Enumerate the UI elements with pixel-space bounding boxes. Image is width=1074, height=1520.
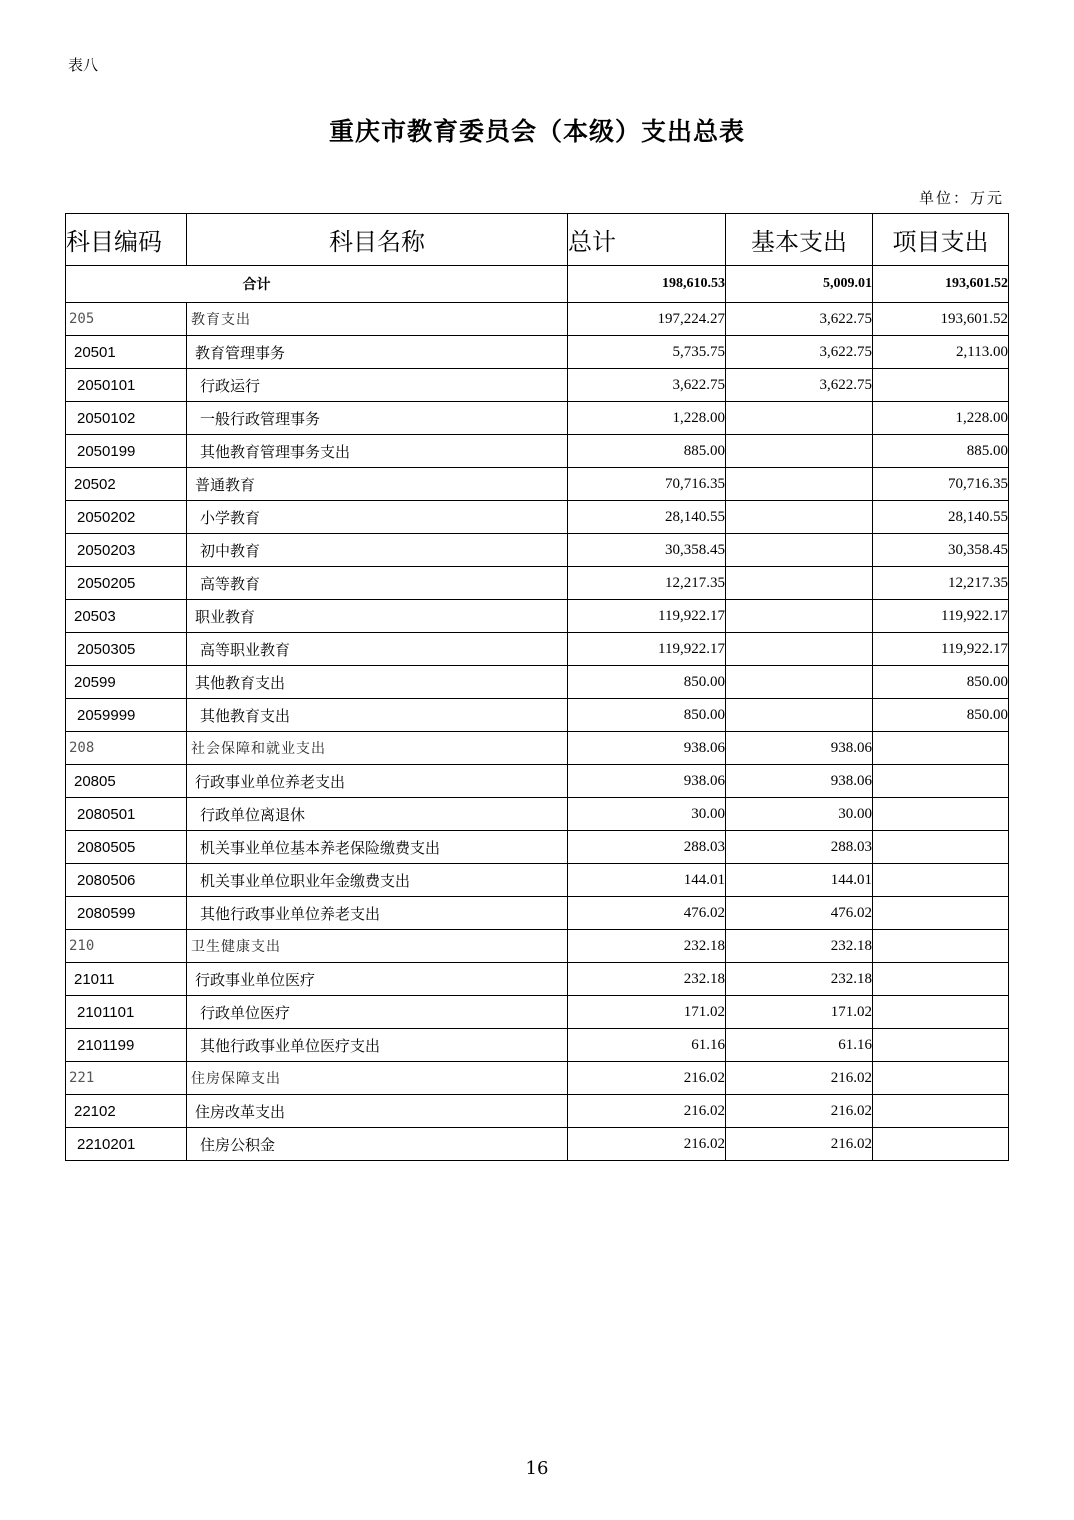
row-basic: 232.18 — [726, 963, 873, 996]
row-code: 20501 — [66, 336, 187, 369]
row-basic — [726, 699, 873, 732]
summary-label: 合计 — [66, 266, 568, 303]
row-project — [873, 963, 1009, 996]
row-basic — [726, 534, 873, 567]
row-basic — [726, 402, 873, 435]
table-row — [66, 996, 1009, 1029]
row-project: 28,140.55 — [873, 501, 1009, 534]
row-total: 1,228.00 — [568, 402, 726, 435]
row-total: 144.01 — [568, 864, 726, 897]
table-row — [66, 897, 1009, 930]
row-name: 机关事业单位基本养老保险缴费支出 — [187, 831, 568, 864]
row-total: 30,358.45 — [568, 534, 726, 567]
summary-project: 193,601.52 — [873, 266, 1009, 303]
table-row — [66, 831, 1009, 864]
row-basic: 938.06 — [726, 765, 873, 798]
row-basic — [726, 567, 873, 600]
row-project — [873, 732, 1009, 765]
table-row — [66, 567, 1009, 600]
row-code: 2050202 — [66, 501, 187, 534]
row-total: 61.16 — [568, 1029, 726, 1062]
table-row — [66, 732, 1009, 765]
row-total: 885.00 — [568, 435, 726, 468]
table-row — [66, 1062, 1009, 1095]
row-project: 12,217.35 — [873, 567, 1009, 600]
row-code: 2080506 — [66, 864, 187, 897]
row-basic — [726, 435, 873, 468]
row-code: 221 — [66, 1062, 187, 1095]
row-basic — [726, 633, 873, 666]
summary-basic: 5,009.01 — [726, 266, 873, 303]
row-total: 28,140.55 — [568, 501, 726, 534]
row-project — [873, 1095, 1009, 1128]
row-name: 卫生健康支出 — [187, 930, 568, 963]
table-row — [66, 633, 1009, 666]
table-row — [66, 1095, 1009, 1128]
row-total: 850.00 — [568, 666, 726, 699]
row-name: 其他教育管理事务支出 — [187, 435, 568, 468]
row-total: 197,224.27 — [568, 303, 726, 336]
row-name: 小学教育 — [187, 501, 568, 534]
row-project — [873, 1029, 1009, 1062]
table-row — [66, 1029, 1009, 1062]
table-row — [66, 798, 1009, 831]
row-project — [873, 831, 1009, 864]
row-name: 行政运行 — [187, 369, 568, 402]
row-code: 20805 — [66, 765, 187, 798]
header-total: 总计 — [568, 214, 726, 266]
row-name: 教育支出 — [187, 303, 568, 336]
row-total: 938.06 — [568, 732, 726, 765]
row-project — [873, 996, 1009, 1029]
row-total: 216.02 — [568, 1062, 726, 1095]
table-row — [66, 402, 1009, 435]
header-code: 科目编码 — [66, 214, 187, 266]
row-name: 住房保障支出 — [187, 1062, 568, 1095]
summary-total: 198,610.53 — [568, 266, 726, 303]
row-name: 高等职业教育 — [187, 633, 568, 666]
unit-label: 单位：万元 — [918, 189, 1004, 207]
table-row — [66, 303, 1009, 336]
row-basic: 216.02 — [726, 1062, 873, 1095]
row-code: 2101199 — [66, 1029, 187, 1062]
row-basic: 938.06 — [726, 732, 873, 765]
row-total: 850.00 — [568, 699, 726, 732]
row-project: 119,922.17 — [873, 600, 1009, 633]
row-code: 210 — [66, 930, 187, 963]
row-project — [873, 1062, 1009, 1095]
row-total: 12,217.35 — [568, 567, 726, 600]
row-code: 2080501 — [66, 798, 187, 831]
row-project — [873, 765, 1009, 798]
summary-row — [66, 266, 1009, 303]
row-code: 20503 — [66, 600, 187, 633]
table-row — [66, 864, 1009, 897]
row-project: 1,228.00 — [873, 402, 1009, 435]
row-name: 其他行政事业单位养老支出 — [187, 897, 568, 930]
row-basic: 3,622.75 — [726, 303, 873, 336]
row-name: 住房公积金 — [187, 1128, 568, 1161]
row-basic: 144.01 — [726, 864, 873, 897]
row-code: 2101101 — [66, 996, 187, 1029]
row-basic: 61.16 — [726, 1029, 873, 1062]
row-basic — [726, 600, 873, 633]
table-row — [66, 336, 1009, 369]
table-header-row — [66, 214, 1009, 266]
row-total: 171.02 — [568, 996, 726, 1029]
row-basic: 3,622.75 — [726, 336, 873, 369]
row-total: 232.18 — [568, 930, 726, 963]
row-name: 其他教育支出 — [187, 666, 568, 699]
row-basic: 216.02 — [726, 1128, 873, 1161]
header-project: 项目支出 — [873, 214, 1009, 266]
table-row — [66, 930, 1009, 963]
row-project: 30,358.45 — [873, 534, 1009, 567]
row-basic — [726, 666, 873, 699]
header-basic: 基本支出 — [726, 214, 873, 266]
table-row — [66, 369, 1009, 402]
row-total: 232.18 — [568, 963, 726, 996]
row-name: 机关事业单位职业年金缴费支出 — [187, 864, 568, 897]
row-project: 885.00 — [873, 435, 1009, 468]
row-project: 70,716.35 — [873, 468, 1009, 501]
row-basic — [726, 501, 873, 534]
row-code: 2050102 — [66, 402, 187, 435]
row-code: 2050203 — [66, 534, 187, 567]
row-project: 119,922.17 — [873, 633, 1009, 666]
table-row — [66, 963, 1009, 996]
row-code: 2210201 — [66, 1128, 187, 1161]
row-code: 22102 — [66, 1095, 187, 1128]
row-basic: 288.03 — [726, 831, 873, 864]
row-code: 20502 — [66, 468, 187, 501]
row-project — [873, 798, 1009, 831]
table-row — [66, 600, 1009, 633]
expenditure-table — [65, 213, 1009, 1161]
row-basic: 171.02 — [726, 996, 873, 1029]
page-title: 重庆市教育委员会（本级）支出总表 — [328, 117, 745, 146]
row-code: 208 — [66, 732, 187, 765]
row-project — [873, 897, 1009, 930]
table-row — [66, 534, 1009, 567]
row-code: 2050199 — [66, 435, 187, 468]
table-row — [66, 699, 1009, 732]
row-total: 119,922.17 — [568, 600, 726, 633]
row-name: 一般行政管理事务 — [187, 402, 568, 435]
row-basic: 3,622.75 — [726, 369, 873, 402]
row-total: 70,716.35 — [568, 468, 726, 501]
header-name: 科目名称 — [187, 214, 568, 266]
row-total: 119,922.17 — [568, 633, 726, 666]
row-code: 205 — [66, 303, 187, 336]
table-row — [66, 666, 1009, 699]
row-name: 社会保障和就业支出 — [187, 732, 568, 765]
row-name: 初中教育 — [187, 534, 568, 567]
row-basic: 476.02 — [726, 897, 873, 930]
row-name: 住房改革支出 — [187, 1095, 568, 1128]
row-name: 教育管理事务 — [187, 336, 568, 369]
table-row — [66, 501, 1009, 534]
row-total: 5,735.75 — [568, 336, 726, 369]
row-project — [873, 930, 1009, 963]
row-basic: 30.00 — [726, 798, 873, 831]
row-name: 职业教育 — [187, 600, 568, 633]
row-name: 其他行政事业单位医疗支出 — [187, 1029, 568, 1062]
table-row — [66, 1128, 1009, 1161]
row-code: 21011 — [66, 963, 187, 996]
row-project — [873, 1128, 1009, 1161]
row-code: 2059999 — [66, 699, 187, 732]
row-code: 20599 — [66, 666, 187, 699]
row-basic: 232.18 — [726, 930, 873, 963]
table-row — [66, 468, 1009, 501]
row-total: 288.03 — [568, 831, 726, 864]
row-code: 2050101 — [66, 369, 187, 402]
row-project: 193,601.52 — [873, 303, 1009, 336]
row-name: 行政单位离退休 — [187, 798, 568, 831]
row-name: 高等教育 — [187, 567, 568, 600]
row-project: 850.00 — [873, 666, 1009, 699]
row-name: 普通教育 — [187, 468, 568, 501]
row-code: 2050305 — [66, 633, 187, 666]
row-project: 850.00 — [873, 699, 1009, 732]
row-total: 216.02 — [568, 1128, 726, 1161]
row-name: 其他教育支出 — [187, 699, 568, 732]
row-name: 行政单位医疗 — [187, 996, 568, 1029]
row-code: 2080505 — [66, 831, 187, 864]
row-total: 476.02 — [568, 897, 726, 930]
page-number: 16 — [525, 1458, 549, 1479]
row-basic: 216.02 — [726, 1095, 873, 1128]
row-total: 938.06 — [568, 765, 726, 798]
row-name: 行政事业单位养老支出 — [187, 765, 568, 798]
row-total: 3,622.75 — [568, 369, 726, 402]
table-row — [66, 765, 1009, 798]
row-project: 2,113.00 — [873, 336, 1009, 369]
table-body — [66, 266, 1009, 1161]
row-project — [873, 369, 1009, 402]
row-total: 216.02 — [568, 1095, 726, 1128]
row-project — [873, 864, 1009, 897]
row-code: 2050205 — [66, 567, 187, 600]
table-label: 表八 — [68, 56, 99, 74]
table-row — [66, 435, 1009, 468]
row-basic — [726, 468, 873, 501]
row-total: 30.00 — [568, 798, 726, 831]
row-code: 2080599 — [66, 897, 187, 930]
row-name: 行政事业单位医疗 — [187, 963, 568, 996]
